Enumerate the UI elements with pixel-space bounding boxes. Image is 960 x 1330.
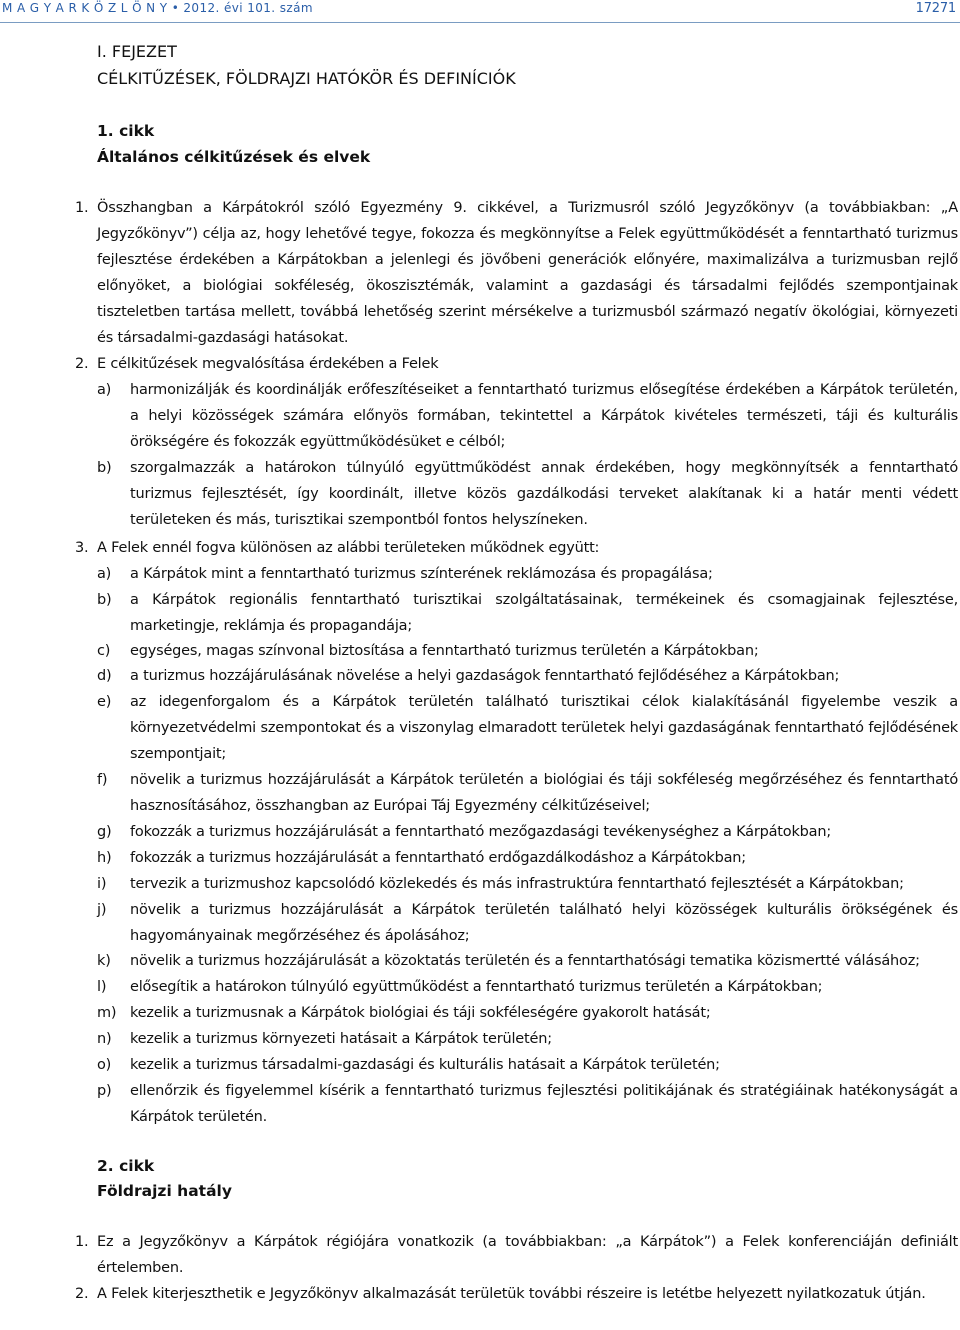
item-label: j) bbox=[97, 902, 107, 918]
item-label: d) bbox=[97, 668, 112, 684]
item-text: a turizmus hozzájárulásának növelése a helyi gazdaságok fenntartható fejlődéséhez a Kárpátokban; bbox=[130, 668, 840, 684]
point-number: 1. bbox=[75, 1234, 89, 1250]
point-text: Összhangban a Kárpátokról szóló Egyezmény 9. cikkével, a Turizmusról szóló Jegyzőkönyv (a továbbiakban: „A Jegyzőkönyv”) célja az, hogy lehetővé tegye, fokozza és megkönnyítse a Felek együttműködését a fenntartható turizmus fejlesztése érdekében a Kárpátokban a jelenlegi és jövőbeni generációk előnyére, maximalizálva a turizmusban rejlő előnyöket, a biológiai sokféleség, ökoszisztémák, valamint a gazdasági és társadalmi fejlődés szempontjainak tiszteletben tartása mellett, továbbá lehetőség szerint mérsékelve a turizmusból származó negatív ökológiai, környezeti és társadalmi-gazdasági hatásokat. bbox=[97, 200, 958, 346]
item-text: fokozzák a turizmus hozzájárulását a fenntartható mezőgazdasági tevékenységhez a Kárpátokban; bbox=[130, 824, 832, 840]
point-number: 2. bbox=[75, 1286, 89, 1302]
item-text: kezelik a turizmus környezeti hatásait a Kárpátok területén; bbox=[130, 1031, 552, 1047]
page-number: 17271 bbox=[915, 1, 956, 16]
point-number: 1. bbox=[75, 200, 89, 216]
item-text: kezelik a turizmus társadalmi-gazdasági és kulturális hatásait a Kárpátok területén; bbox=[130, 1057, 720, 1073]
item-label: a) bbox=[97, 566, 112, 582]
article-2-number: 2. cikk bbox=[97, 1157, 155, 1175]
item-text: az idegenforgalom és a Kárpátok területén található turisztikai célok kialakításánál figyelembe veszik a környezetvédelmi szempontokat és a viszonylag elmaradott területek helyi gazdaságának fenntartható fejlődésének szempontjait; bbox=[130, 694, 958, 762]
item-label: l) bbox=[97, 979, 107, 995]
page-header bbox=[0, 0, 960, 23]
point-text: A Felek kiterjeszthetik e Jegyzőkönyv alkalmazását területük további részeire is letétbe helyezett nyilatkozatuk útján. bbox=[97, 1286, 926, 1302]
item-text: növelik a turizmus hozzájárulását a Kárpátok területén található helyi közösségek kulturális örökségének és hagyományainak megőrzéséhez és ápolásához; bbox=[130, 902, 958, 944]
item-text: a Kárpátok regionális fenntartható turisztikai szolgáltatásainak, termékeinek és csomagjainak fejlesztése, marketingje, reklámja és propagandája; bbox=[130, 592, 958, 634]
item-label: b) bbox=[97, 460, 112, 476]
item-text: tervezik a turizmushoz kapcsolódó közlekedés és más infrastruktúra fenntartható fejlesztését a Kárpátokban; bbox=[130, 876, 904, 892]
item-text: szorgalmazzák a határokon túlnyúló együttműködést annak érdekében, hogy megkönnyítsék a fenntartható turizmus fejlesztését, így koordinált, illetve közös gazdálkodási terveket alakítanak ki a határ menti védett területeken és más, turisztikai szempontból fontos helyszíneken. bbox=[130, 460, 958, 528]
article-1-number: 1. cikk bbox=[97, 122, 155, 140]
chapter-number: I. FEJEZET bbox=[97, 42, 177, 61]
item-label: m) bbox=[97, 1005, 117, 1021]
article-1-title: Általános célkitűzések és elvek bbox=[97, 148, 371, 166]
point-text: Ez a Jegyzőkönyv a Kárpátok régiójára vonatkozik (a továbbiakban: „a Kárpátok”) a Felek konferenciáján definiált értelemben. bbox=[97, 1234, 958, 1276]
item-label: i) bbox=[97, 876, 107, 892]
point-number: 2. bbox=[75, 356, 89, 372]
item-label: e) bbox=[97, 694, 112, 710]
item-text: fokozzák a turizmus hozzájárulását a fenntartható erdőgazdálkodáshoz a Kárpátokban; bbox=[130, 850, 746, 866]
item-label: p) bbox=[97, 1083, 112, 1099]
item-label: o) bbox=[97, 1057, 112, 1073]
item-text: növelik a turizmus hozzájárulását a Kárpátok területén a biológiai és táji sokféleség megőrzéséhez és fenntartható hasznosításához, összhangban az Európai Táj Egyezmény célkitűzéseivel; bbox=[130, 772, 958, 814]
point-number: 3. bbox=[75, 540, 89, 556]
chapter-title: CÉLKITŰZÉSEK, FÖLDRAJZI HATÓKÖR ÉS DEFINÍCIÓK bbox=[97, 69, 516, 88]
item-label: b) bbox=[97, 592, 112, 608]
point-text: A Felek ennél fogva különösen az alábbi területeken működnek együtt: bbox=[97, 540, 600, 556]
item-label: f) bbox=[97, 772, 108, 788]
point-text: E célkitűzések megvalósítása érdekében a Felek bbox=[97, 356, 439, 372]
running-head: M A G Y A R K Ö Z L Ö N Y • 2012. évi 101. szám bbox=[2, 1, 313, 15]
item-text: kezelik a turizmusnak a Kárpátok biológiai és táji sokféleségére gyakorolt hatását; bbox=[130, 1005, 711, 1021]
item-text: harmonizálják és koordinálják erőfeszítéseiket a fenntartható turizmus elősegítése érdekében a Kárpátok területén, a helyi közösségek számára előnyös formában, tekintettel a Kárpátok kivételes természeti, táji és kulturális örökségére és fokozzák együttműködésüket e célból; bbox=[130, 382, 958, 450]
item-label: k) bbox=[97, 953, 111, 969]
item-text: növelik a turizmus hozzájárulását a közoktatás területén és a fenntarthatósági tematika közismertté válásához; bbox=[130, 953, 920, 969]
item-text: elősegítik a határokon túlnyúló együttműködést a fenntartható turizmus területén a Kárpátokban; bbox=[130, 979, 823, 995]
item-text: ellenőrzik és figyelemmel kísérik a fenntartható turizmus fejlesztési politikájának és stratégiáinak hatékonyságát a Kárpátok területén. bbox=[130, 1083, 958, 1125]
item-label: h) bbox=[97, 850, 112, 866]
item-label: n) bbox=[97, 1031, 112, 1047]
item-text: egységes, magas színvonal biztosítása a fenntartható turizmus területén a Kárpátokban; bbox=[130, 643, 759, 659]
item-label: c) bbox=[97, 643, 111, 659]
article-2-title: Földrajzi hatály bbox=[97, 1182, 232, 1200]
item-text: a Kárpátok mint a fenntartható turizmus színterének reklámozása és propagálása; bbox=[130, 566, 713, 582]
item-label: a) bbox=[97, 382, 112, 398]
item-label: g) bbox=[97, 824, 112, 840]
